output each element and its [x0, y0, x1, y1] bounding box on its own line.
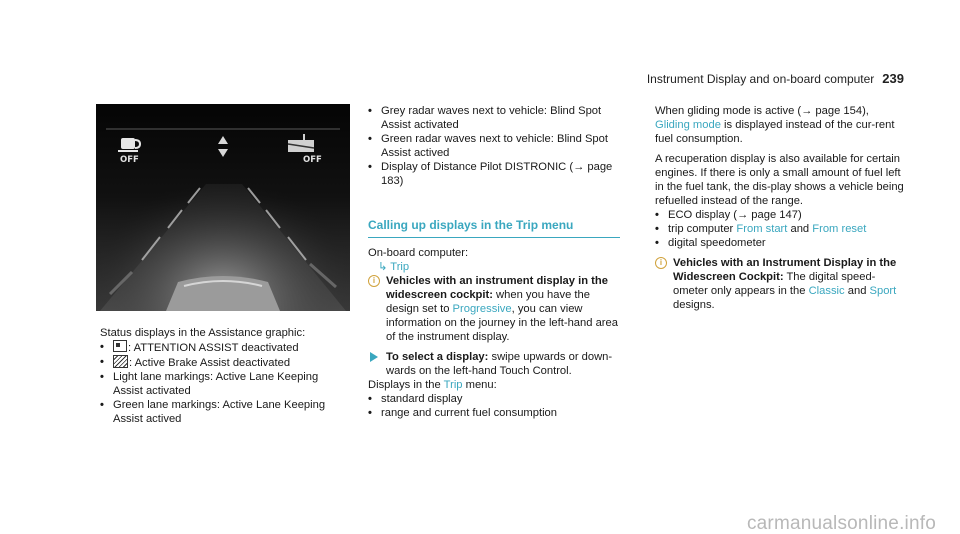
page-number: 239	[882, 71, 904, 86]
watermark: carmanualsonline.info	[746, 513, 936, 534]
assistance-graphic	[96, 104, 350, 311]
status-list	[100, 340, 350, 426]
section-heading: Calling up displays in the Trip menu	[368, 218, 574, 232]
action-arrow-icon	[370, 352, 378, 362]
list-item: • Green radar waves next to vehicle: Blind Spot Assist actived	[368, 132, 620, 160]
list-item: • digital speedometer	[655, 236, 905, 250]
list-item: • Grey radar waves next to vehicle: Blind Spot Assist activated	[368, 104, 620, 132]
list-item: • Green lane markings: Active Lane Keeping Assist actived	[100, 398, 350, 426]
displays-intro: Displays in the Trip menu:	[368, 379, 497, 391]
gliding-paragraph: When gliding mode is active (→ page 154), Gliding mode is displayed instead of the cur-rent fuel consumption.	[655, 105, 895, 145]
list-item: • : ATTENTION ASSIST deactivated	[100, 340, 350, 355]
submenu-arrow-icon: ↳	[378, 261, 391, 273]
menu-label: On-board computer:	[368, 247, 469, 259]
trip-link[interactable]: Trip	[443, 379, 463, 391]
trip-options-list	[655, 208, 905, 250]
menu-path: ↳ Trip	[378, 261, 410, 273]
list-item: • ECO display (→ page 147)	[655, 208, 905, 222]
list-item: • trip computer From start and From reset	[655, 222, 905, 236]
from-reset-link[interactable]: From reset	[812, 223, 867, 235]
header-title: Instrument Display and on-board computer	[646, 72, 875, 86]
list-item: • Light lane markings: Active Lane Keeping Assist activated	[100, 370, 350, 398]
column-1	[100, 326, 350, 426]
column-3	[655, 104, 905, 312]
list-item: • range and current fuel consumption	[368, 406, 620, 420]
progressive-link[interactable]: Progressive	[452, 303, 512, 315]
trip-display-list	[368, 392, 620, 420]
widescreen-note: i Vehicles with an instrument display in the widescreen cockpit: when you have the design set to Progressive, you can view information on the journey in the left-hand area of the instrument display.	[368, 274, 620, 344]
recuperation-paragraph: A recuperation display is also available for certain engines. If there is only a small amount of fuel left in the fuel tank, the dis-play shows a vehicle being refuelled instead of the range.	[655, 153, 904, 207]
list-item: • : Active Brake Assist deactivated	[100, 355, 350, 370]
off-label-left: OFF	[120, 155, 139, 165]
info-icon: i	[655, 257, 667, 269]
off-label-right: OFF	[303, 155, 322, 165]
speedometer-note: i Vehicles with an Instrument Display in the Widescreen Cockpit: The digital speed-ometer only appears in the Classic and Sport designs.	[655, 256, 905, 312]
list-item: • standard display	[368, 392, 620, 406]
page-header	[647, 72, 904, 86]
info-icon: i	[368, 275, 380, 287]
gliding-mode-link[interactable]: Gliding mode	[655, 119, 721, 131]
radar-list	[368, 104, 620, 188]
brake-assist-off-icon	[113, 355, 128, 368]
sport-link[interactable]: Sport	[869, 285, 897, 297]
status-intro: Status displays in the Assistance graphic:	[100, 327, 306, 339]
list-item: • Display of Distance Pilot DISTRONIC (→ page 183)	[368, 160, 620, 188]
action-step: To select a display: swipe upwards or down-wards on the left-hand Touch Control.	[368, 350, 620, 378]
column-2	[368, 104, 620, 420]
from-start-link[interactable]: From start	[736, 223, 788, 235]
classic-link[interactable]: Classic	[808, 285, 845, 297]
attention-assist-off-icon	[113, 340, 127, 352]
